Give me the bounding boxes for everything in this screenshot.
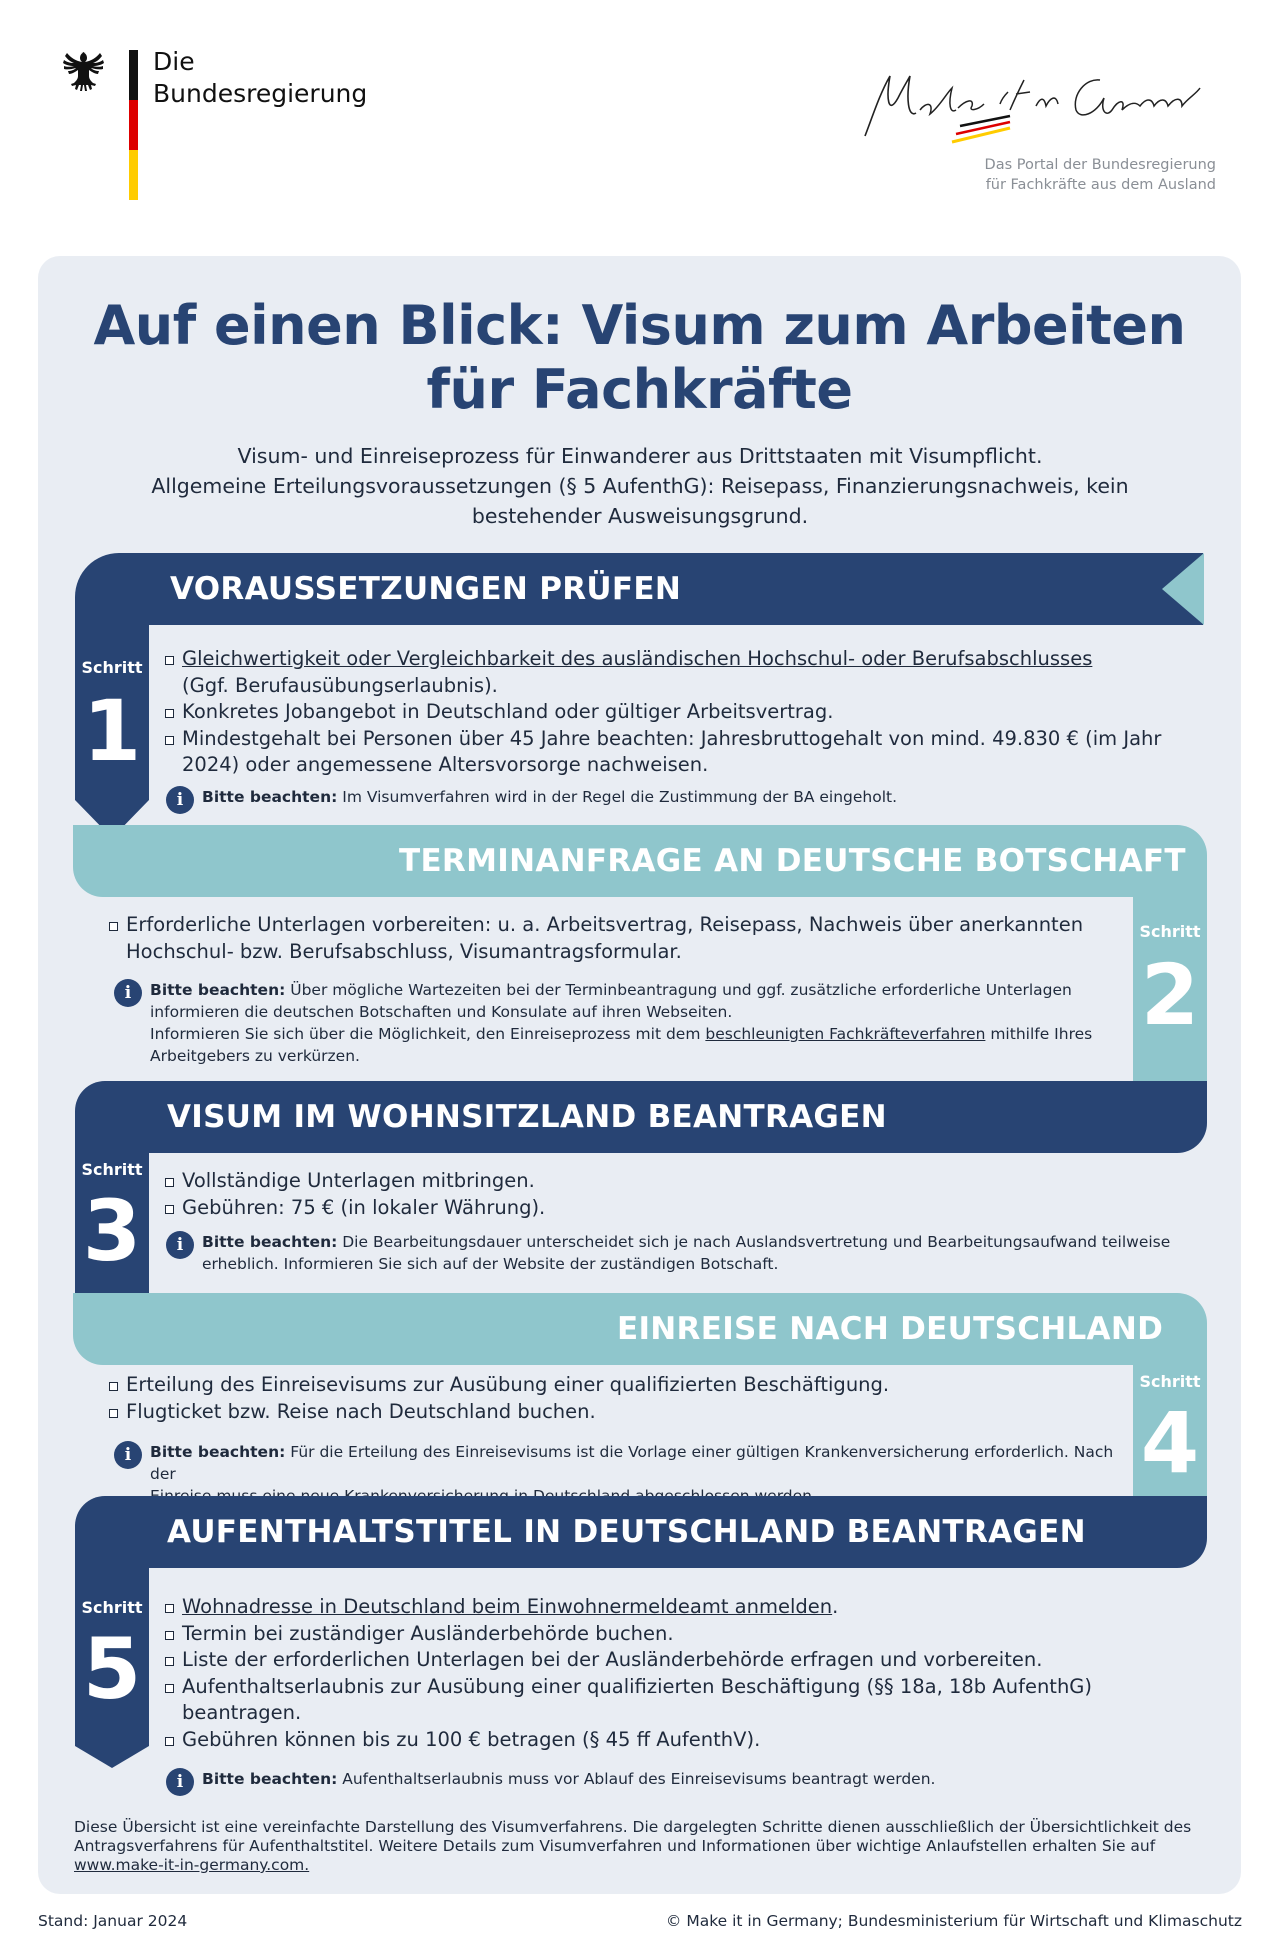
step2-note-line2: informieren die deutschen Botschaften und Konsulate auf ihren Webseiten.	[150, 1003, 733, 1021]
step1-note	[166, 786, 1166, 808]
step1-list	[164, 646, 1174, 779]
subtitle-line1: Visum- und Einreiseprozess für Einwanderer aus Drittstaaten mit Visumpflicht.	[237, 444, 1043, 468]
note-label: Bitte beachten:	[150, 981, 286, 999]
step2-ribbon	[73, 825, 1207, 897]
step2-note-line1	[150, 979, 1124, 1001]
subtitle-line2: Allgemeine Erteilungsvoraussetzungen (§ 5 AufenthG): Reisepass, Finanzierungsnachweis, kein	[151, 474, 1129, 498]
step1-schritt-label: Schritt	[81, 658, 143, 677]
flag-red-stripe	[129, 100, 138, 150]
step4-list	[108, 1372, 1128, 1425]
info-icon: i	[114, 979, 142, 1007]
step3-item: Vollständige Unterlagen mitbringen.	[164, 1168, 1174, 1195]
step1-item-link[interactable]: Gleichwertigkeit oder Vergleichbarkeit des ausländischen Hochschul- oder Berufsabschlusses	[182, 647, 1093, 670]
step5-note	[166, 1768, 1166, 1790]
step5-number: 5	[82, 1620, 142, 1718]
step3-title: VISUM IM WOHNSITZLAND BEANTRAGEN	[167, 1099, 887, 1135]
step2-item-cont: Hochschul- bzw. Berufsabschluss, Visumantragsformular.	[126, 939, 682, 963]
step5-title: AUFENTHALTSTITEL IN DEUTSCHLAND BEANTRAGEN	[167, 1514, 1086, 1550]
step2-note-line4: Arbeitgebers zu verkürzen.	[150, 1047, 360, 1065]
step5-ribbon	[75, 1496, 1207, 1568]
step4-number: 4	[1140, 1394, 1200, 1492]
step2-note	[114, 979, 1124, 1067]
step5-item: Gebühren können bis zu 100 € betragen (§ 45 ff AufenthV).	[164, 1727, 1204, 1754]
step3-item: Gebühren: 75 € (in lokaler Währung).	[164, 1195, 1174, 1222]
step1-item: Konkretes Jobangebot in Deutschland oder gültiger Arbeitsvertrag.	[164, 699, 1174, 726]
step4-ribbon	[73, 1293, 1207, 1365]
step2-item: Erforderliche Unterlagen vorbereiten: u. a. Arbeitsvertrag, Reisepass, Nachweis über anerkannten	[108, 912, 1128, 939]
step1-item-cont: (Ggf. Berufausübungserlaubnis).	[182, 673, 498, 697]
step1-item-cont: 2024) oder angemessene Altersvorsorge nachweisen.	[182, 753, 709, 776]
step4-note-text: Für die Erteilung des Einreisevisums ist die Vorlage einer gültigen Krankenversicherung erforderlich. Nach der	[150, 1443, 1114, 1483]
step5-schritt-label: Schritt	[81, 1598, 143, 1617]
step1-item	[164, 646, 1174, 673]
info-icon: i	[166, 786, 194, 814]
page-subtitle	[120, 441, 1160, 531]
step2-note-text: mithilfe Ihres	[985, 1025, 1093, 1043]
subtitle-line3: bestehender Ausweisungsgrund.	[471, 504, 809, 528]
info-icon: i	[166, 1231, 194, 1259]
gov-line1: Die	[153, 47, 195, 76]
step3-note-text: Die Bearbeitungsdauer unterscheidet sich je nach Auslandsvertretung und Bearbeitungsaufwand teilweise	[342, 1233, 1171, 1251]
step3-note	[166, 1231, 1176, 1275]
step2-title: TERMINANFRAGE AN DEUTSCHE BOTSCHAFT	[399, 843, 1186, 879]
step1-note-text: Im Visumverfahren wird in der Regel die Zustimmung der BA eingeholt.	[342, 788, 898, 806]
step5-item	[164, 1594, 1204, 1621]
step4-item: Flugticket bzw. Reise nach Deutschland buchen.	[108, 1399, 1128, 1426]
disclaimer	[74, 1818, 1194, 1875]
disclaimer-line1: Diese Übersicht ist eine vereinfachte Darstellung des Visumverfahrens. Die dargelegten Schritte dienen ausschließlich der Übersichtlichkeit des	[74, 1818, 1192, 1836]
step5-note-text: Aufenthaltserlaubnis muss vor Ablauf des Einreisevisums beantragt werden.	[342, 1770, 936, 1788]
step2-schritt-label: Schritt	[1139, 922, 1201, 941]
federal-eagle-icon	[56, 48, 116, 104]
step3-number: 3	[82, 1182, 142, 1280]
step2-list	[108, 912, 1128, 965]
note-label: Bitte beachten:	[150, 1443, 286, 1461]
stand-date: Stand: Januar 2024	[38, 1912, 188, 1930]
website-link[interactable]: www.make-it-in-germany.com.	[74, 1856, 310, 1874]
step1-title: VORAUSSETZUNGEN PRÜFEN	[170, 571, 682, 607]
note-label: Bitte beachten:	[202, 1770, 338, 1788]
step1-item: Mindestgehalt bei Personen über 45 Jahre beachten: Jahresbruttogehalt von mind. 49.830 € (im Jahr	[164, 726, 1174, 753]
step3-ribbon	[75, 1081, 1207, 1153]
portal-subtitle	[985, 155, 1216, 195]
fachkraefteverfahren-link[interactable]: beschleunigten Fachkräfteverfahren	[705, 1025, 986, 1043]
step3-note-line2: erheblich. Informieren Sie sich auf der Website der zuständigen Botschaft.	[202, 1255, 779, 1273]
gov-line2: Bundesregierung	[153, 79, 368, 108]
page-title	[38, 294, 1241, 422]
step5-item: Termin bei zuständiger Ausländerbehörde buchen.	[164, 1621, 1204, 1648]
step5-item: Aufenthaltserlaubnis zur Ausübung einer qualifizierten Beschäftigung (§§ 18a, 18b AufenthG) beantragen.	[164, 1674, 1204, 1727]
title-line1: Auf einen Blick: Visum zum Arbeiten	[93, 294, 1186, 357]
step5-item-suffix: .	[832, 1595, 839, 1618]
step1-ribbon	[75, 553, 1203, 625]
step3-list	[164, 1168, 1174, 1221]
step4-item: Erteilung des Einreisevisums zur Ausübung einer qualifizierten Beschäftigung.	[108, 1372, 1128, 1399]
note-label: Bitte beachten:	[202, 788, 338, 806]
german-flag-bar	[129, 50, 138, 200]
copyright: © Make it in Germany; Bundesministerium für Wirtschaft und Klimaschutz	[665, 1912, 1242, 1930]
flag-black-stripe	[129, 50, 138, 100]
step4-note-line1	[150, 1441, 1124, 1485]
info-icon: i	[114, 1441, 142, 1469]
step2-number: 2	[1140, 946, 1200, 1044]
portal-line2: für Fachkräfte aus dem Ausland	[985, 177, 1216, 193]
flag-gold-stripe	[129, 150, 138, 200]
disclaimer-line2: Antragsverfahrens für Aufenthaltstitel. Weitere Details zum Visumverfahren und Informationen über wichtige Anlaufstellen erhalten Sie auf	[74, 1837, 1156, 1855]
government-logo-text	[153, 46, 367, 110]
step2-note-line3	[150, 1023, 1124, 1045]
info-icon: i	[166, 1768, 194, 1796]
step4-schritt-label: Schritt	[1139, 1372, 1201, 1391]
portal-line1: Das Portal der Bundesregierung	[984, 157, 1216, 173]
step5-list	[164, 1594, 1204, 1753]
step2-note-text: Über mögliche Wartezeiten bei der Terminbeantragung und ggf. zusätzliche erforderliche Unterlagen	[290, 981, 1072, 999]
step2-note-text: Informieren Sie sich über die Möglichkeit, den Einreiseprozess mit dem	[150, 1025, 706, 1043]
title-line2: für Fachkräfte	[426, 358, 853, 421]
step5-item: Liste der erforderlichen Unterlagen bei der Ausländerbehörde erfragen und vorbereiten.	[164, 1647, 1204, 1674]
step1-number: 1	[82, 682, 142, 780]
step3-schritt-label: Schritt	[81, 1160, 143, 1179]
note-label: Bitte beachten:	[202, 1233, 338, 1251]
make-it-in-germany-logo	[860, 58, 1215, 158]
step5-chevron	[75, 1746, 149, 1768]
einwohnermeldeamt-link[interactable]: Wohnadresse in Deutschland beim Einwohnermeldeamt anmelden	[182, 1595, 833, 1618]
step1-ribbon-notch	[1162, 553, 1204, 625]
step4-title: EINREISE NACH DEUTSCHLAND	[617, 1311, 1164, 1347]
step3-note-line1	[202, 1231, 1176, 1253]
